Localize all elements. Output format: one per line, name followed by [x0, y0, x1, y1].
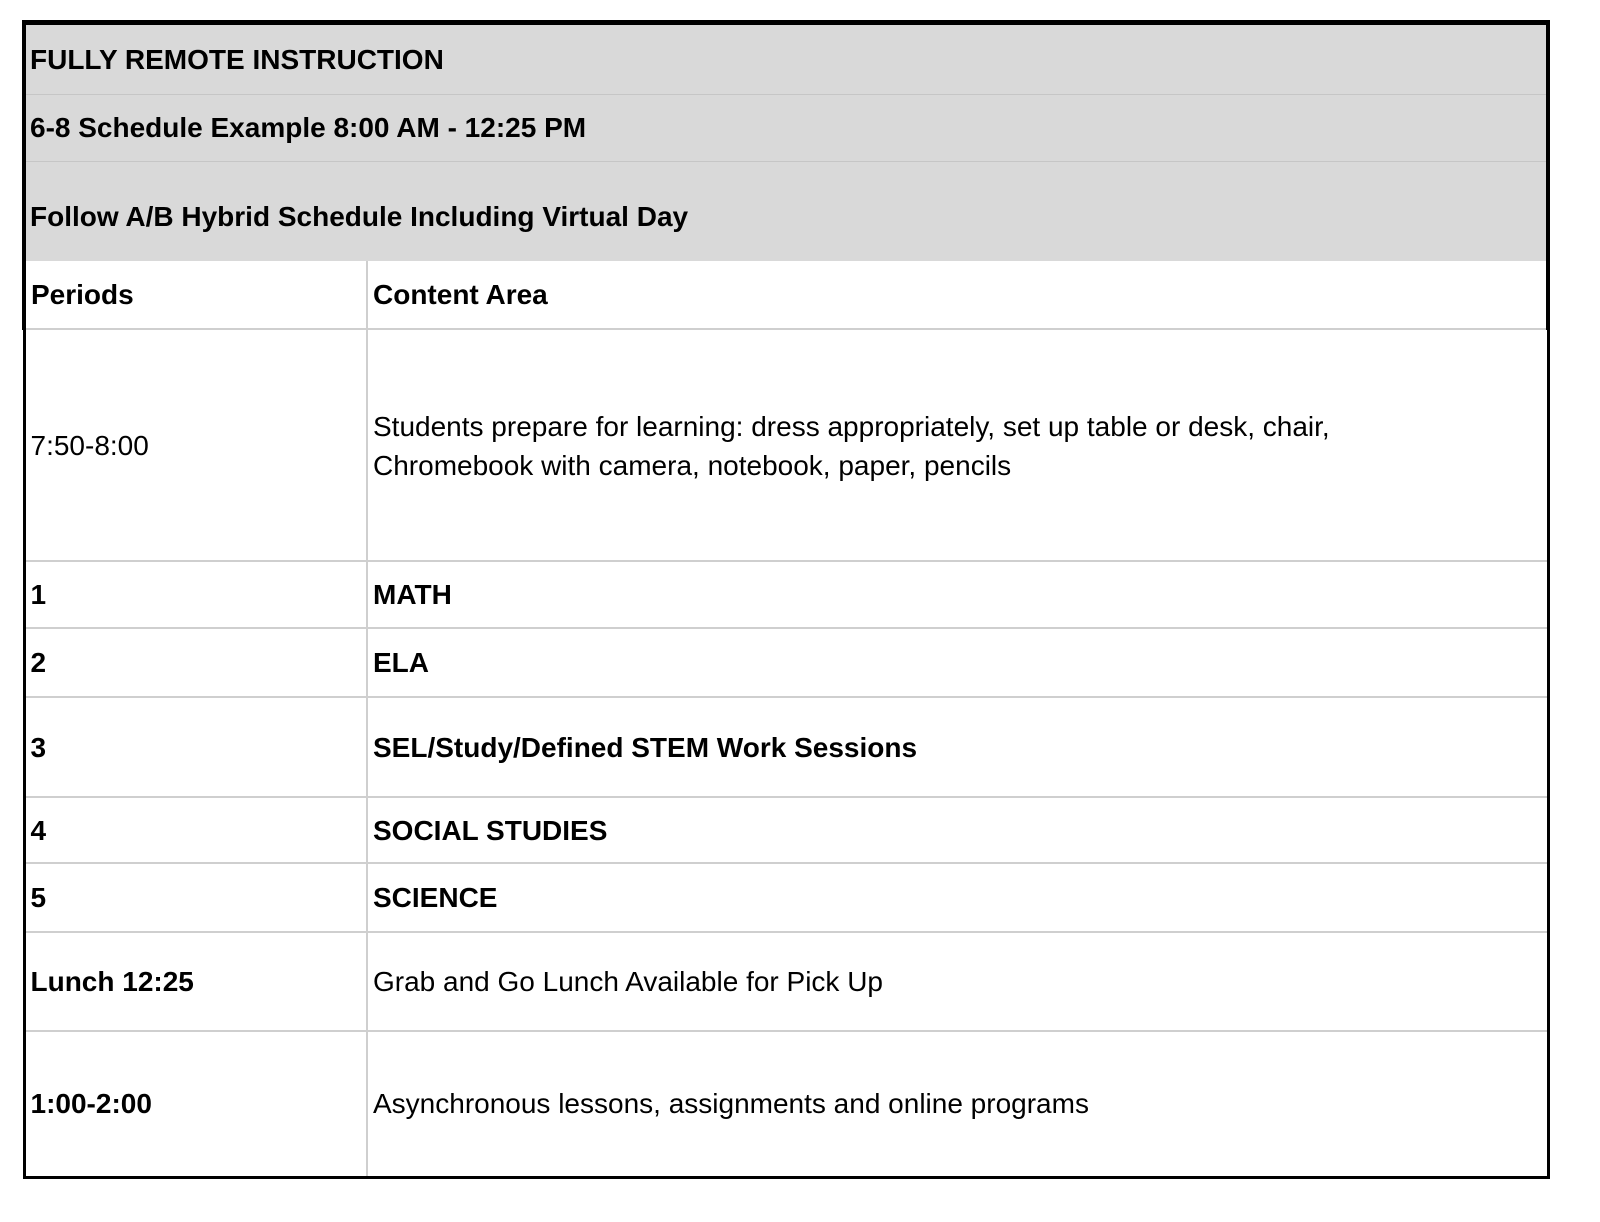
content-cell: SEL/Study/Defined STEM Work Sessions [367, 697, 1548, 797]
table-row [24, 628, 1548, 697]
schedule-table [22, 261, 1550, 1179]
header-note: Follow A/B Hybrid Schedule Including Virtual Day [30, 200, 689, 232]
period-cell: 4 [24, 797, 367, 863]
period-cell: 2 [24, 628, 367, 697]
period-cell: 1:00-2:00 [24, 1031, 367, 1177]
table-row [24, 561, 1548, 628]
content-cell: ELA [367, 628, 1548, 697]
table-header-row [24, 261, 1548, 329]
content-cell: SOCIAL STUDIES [367, 797, 1548, 863]
header-subtitle: 6-8 Schedule Example 8:00 AM - 12:25 PM [26, 95, 1546, 162]
table-row [24, 932, 1548, 1031]
period-cell: 7:50-8:00 [24, 329, 367, 561]
table-row [24, 797, 1548, 863]
period-cell: 5 [24, 863, 367, 932]
period-cell: 1 [24, 561, 367, 628]
content-cell: Asynchronous lessons, assignments and online programs [367, 1031, 1548, 1177]
content-cell: Grab and Go Lunch Available for Pick Up [367, 932, 1548, 1031]
table-row [24, 863, 1548, 932]
table-row [24, 329, 1548, 561]
column-header-content-area: Content Area [367, 261, 1548, 329]
schedule-document [22, 20, 1550, 1179]
period-cell: 3 [24, 697, 367, 797]
content-cell: MATH [367, 561, 1548, 628]
content-text: Students prepare for learning: dress appropriately, set up table or desk, chair, Chromebook with camera, notebook, paper, pencils [373, 411, 1330, 481]
header-title: FULLY REMOTE INSTRUCTION [26, 25, 1546, 95]
content-cell: SCIENCE [367, 863, 1548, 932]
table-row [24, 697, 1548, 797]
content-cell [367, 329, 1548, 561]
period-cell: Lunch 12:25 [24, 932, 367, 1031]
column-header-periods: Periods [24, 261, 367, 329]
schedule-header [22, 20, 1550, 261]
table-row [24, 1031, 1548, 1177]
